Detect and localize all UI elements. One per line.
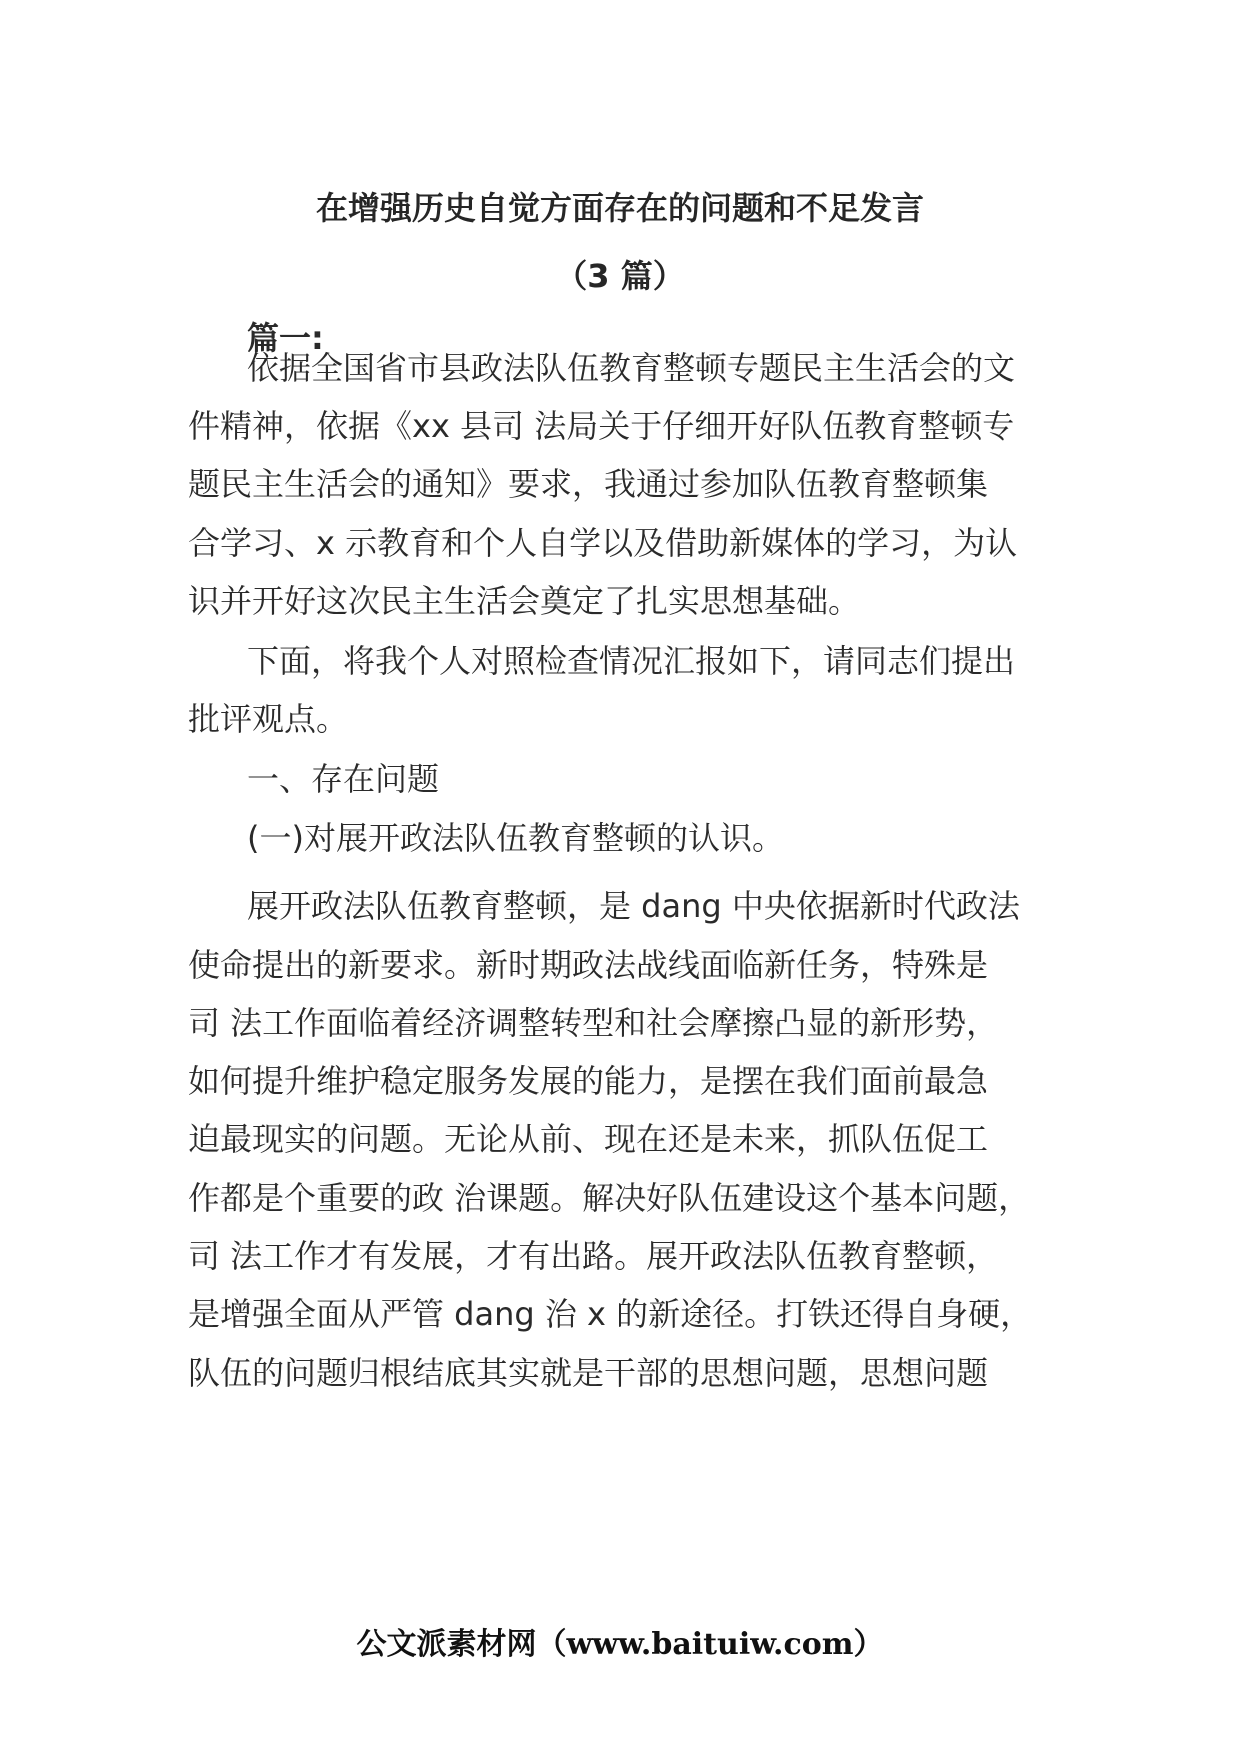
paragraph-line: 展开政法队伍教育整顿，是 dang 中央依据新时代政法 — [247, 887, 1020, 925]
paragraph-line: 队伍的问题归根结底其实就是干部的思想问题，思想问题 — [188, 1354, 989, 1392]
document-title: 在增强历史自觉方面存在的问题和不足发言 — [315, 189, 924, 227]
paragraph-line: 司 法工作才有发展，才有出路。展开政法队伍教育整顿， — [188, 1237, 999, 1275]
paragraph-line: 如何提升维护稳定服务发展的能力，是摆在我们面前最急 — [188, 1062, 989, 1100]
paragraph-line: 作都是个重要的政 治课题。解决好队伍建设这个基本问题， — [188, 1179, 1031, 1217]
subsection-heading: (一)对展开政法队伍教育整顿的认识。 — [247, 819, 784, 857]
paragraph-line: 迫最现实的问题。无论从前、现在还是未来，抓队伍促工 — [188, 1120, 989, 1158]
paragraph-line: 识并开好这次民主生活会奠定了扎实思想基础。 — [188, 582, 861, 620]
paragraph-line: 合学习、x 示教育和个人自学以及借助新媒体的学习，为认 — [188, 524, 1018, 562]
paragraph-line: 是增强全面从严管 dang 治 x 的新途径。打铁还得自身硬， — [188, 1295, 1033, 1333]
subsection-heading: 一、存在问题 — [247, 760, 440, 798]
document-subtitle: （3 篇） — [555, 257, 685, 295]
paragraph-line: 件精神，依据《xx 县司 法局关于仔细开好队伍教育整顿专 — [188, 407, 1015, 445]
paragraph-line: 批评观点。 — [188, 700, 349, 738]
footer-watermark: 公文派素材网（www.baituiw.com） — [356, 1627, 884, 1662]
paragraph-line: 依据全国省市县政法队伍教育整顿专题民主生活会的文 — [247, 349, 1016, 387]
paragraph-line: 使命提出的新要求。新时期政法战线面临新任务，特殊是 — [188, 946, 989, 984]
paragraph-line: 司 法工作面临着经济调整转型和社会摩擦凸显的新形势， — [188, 1004, 999, 1042]
paragraph-line: 题民主生活会的通知》要求，我通过参加队伍教育整顿集 — [188, 465, 989, 503]
section-heading: 篇一: — [247, 319, 324, 357]
paragraph-line: 下面，将我个人对照检查情况汇报如下，请同志们提出 — [247, 642, 1016, 680]
